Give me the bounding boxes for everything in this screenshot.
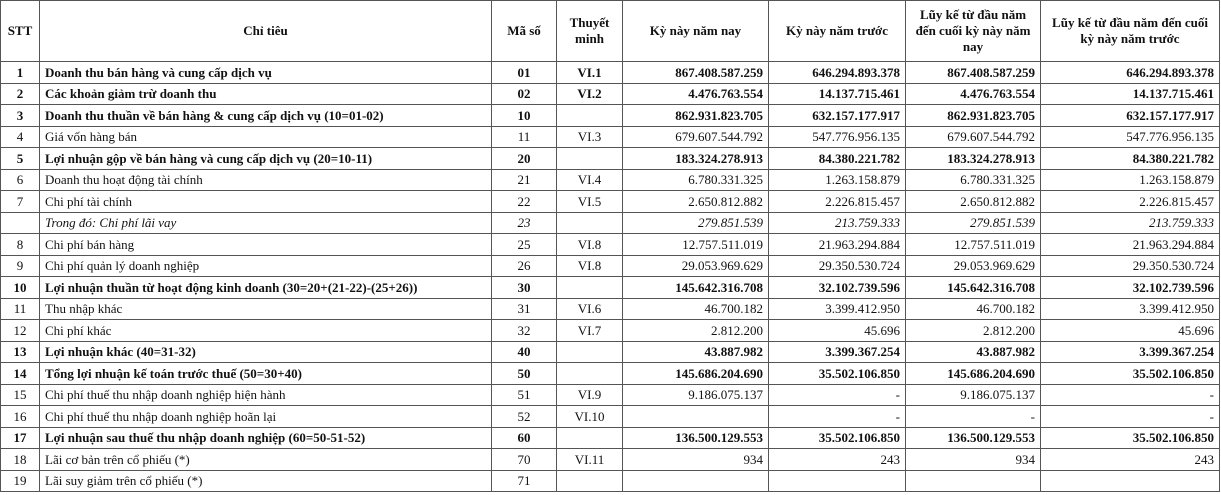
cell-ytd-prior: 646.294.893.378 <box>1041 62 1220 84</box>
cell-code: 52 <box>492 406 557 428</box>
table-row <box>1 449 1220 471</box>
cell-note <box>557 427 623 449</box>
cell-stt: 7 <box>1 191 40 213</box>
cell-ytd-prior: 21.963.294.884 <box>1041 234 1220 256</box>
cell-prior-period: 84.380.221.782 <box>769 148 906 170</box>
header-current-period: Kỳ này năm nay <box>623 1 769 62</box>
cell-code: 71 <box>492 470 557 492</box>
cell-ytd-current: 145.642.316.708 <box>906 277 1041 299</box>
header-name: Chỉ tiêu <box>40 1 492 62</box>
table-row <box>1 406 1220 428</box>
cell-stt: 6 <box>1 169 40 191</box>
cell-current-period: 145.642.316.708 <box>623 277 769 299</box>
cell-note <box>557 148 623 170</box>
cell-ytd-prior: 213.759.333 <box>1041 212 1220 234</box>
header-row <box>1 1 1220 62</box>
table-row <box>1 83 1220 105</box>
cell-ytd-current: 679.607.544.792 <box>906 126 1041 148</box>
cell-code: 02 <box>492 83 557 105</box>
cell-ytd-prior: 3.399.367.254 <box>1041 341 1220 363</box>
cell-note: VI.4 <box>557 169 623 191</box>
cell-note <box>557 470 623 492</box>
cell-ytd-current: 29.053.969.629 <box>906 255 1041 277</box>
cell-ytd-prior: 3.399.412.950 <box>1041 298 1220 320</box>
cell-current-period: 43.887.982 <box>623 341 769 363</box>
cell-code: 26 <box>492 255 557 277</box>
cell-name: Doanh thu thuần về bán hàng & cung cấp dịch vụ (10=01-02) <box>40 105 492 127</box>
cell-ytd-prior: 29.350.530.724 <box>1041 255 1220 277</box>
cell-note: VI.3 <box>557 126 623 148</box>
cell-stt: 5 <box>1 148 40 170</box>
cell-name: Chi phí bán hàng <box>40 234 492 256</box>
cell-ytd-prior <box>1041 470 1220 492</box>
cell-ytd-current: 12.757.511.019 <box>906 234 1041 256</box>
cell-code: 30 <box>492 277 557 299</box>
cell-ytd-current: 9.186.075.137 <box>906 384 1041 406</box>
table-row <box>1 384 1220 406</box>
table-row <box>1 126 1220 148</box>
cell-ytd-current: 145.686.204.690 <box>906 363 1041 385</box>
cell-current-period <box>623 406 769 428</box>
cell-stt: 16 <box>1 406 40 428</box>
cell-ytd-current: 862.931.823.705 <box>906 105 1041 127</box>
cell-name: Chi phí khác <box>40 320 492 342</box>
table-row <box>1 234 1220 256</box>
cell-prior-period: 3.399.367.254 <box>769 341 906 363</box>
table-row <box>1 191 1220 213</box>
cell-current-period: 862.931.823.705 <box>623 105 769 127</box>
cell-prior-period: 1.263.158.879 <box>769 169 906 191</box>
cell-name: Lợi nhuận thuần từ hoạt động kinh doanh (30=20+(21-22)-(25+26)) <box>40 277 492 299</box>
cell-prior-period: 45.696 <box>769 320 906 342</box>
cell-note: VI.8 <box>557 234 623 256</box>
cell-prior-period <box>769 470 906 492</box>
cell-note <box>557 105 623 127</box>
cell-stt <box>1 212 40 234</box>
cell-note: VI.10 <box>557 406 623 428</box>
cell-current-period <box>623 470 769 492</box>
cell-prior-period: 32.102.739.596 <box>769 277 906 299</box>
table-row <box>1 298 1220 320</box>
cell-name: Lãi suy giảm trên cổ phiếu (*) <box>40 470 492 492</box>
cell-stt: 4 <box>1 126 40 148</box>
cell-name: Lợi nhuận sau thuế thu nhập doanh nghiệp (60=50-51-52) <box>40 427 492 449</box>
cell-code: 01 <box>492 62 557 84</box>
cell-current-period: 6.780.331.325 <box>623 169 769 191</box>
cell-stt: 12 <box>1 320 40 342</box>
table-row <box>1 212 1220 234</box>
cell-stt: 11 <box>1 298 40 320</box>
cell-name: Chi phí thuế thu nhập doanh nghiệp hiện hành <box>40 384 492 406</box>
cell-stt: 14 <box>1 363 40 385</box>
cell-name: Các khoản giảm trừ doanh thu <box>40 83 492 105</box>
cell-name: Tổng lợi nhuận kế toán trước thuế (50=30+40) <box>40 363 492 385</box>
cell-note <box>557 363 623 385</box>
cell-current-period: 46.700.182 <box>623 298 769 320</box>
cell-current-period: 4.476.763.554 <box>623 83 769 105</box>
cell-ytd-prior: 2.226.815.457 <box>1041 191 1220 213</box>
cell-ytd-prior: 547.776.956.135 <box>1041 126 1220 148</box>
table-row <box>1 255 1220 277</box>
table-row <box>1 148 1220 170</box>
cell-ytd-prior: 243 <box>1041 449 1220 471</box>
cell-note <box>557 341 623 363</box>
cell-stt: 19 <box>1 470 40 492</box>
cell-code: 40 <box>492 341 557 363</box>
cell-code: 60 <box>492 427 557 449</box>
cell-code: 51 <box>492 384 557 406</box>
cell-code: 70 <box>492 449 557 471</box>
cell-prior-period: 2.226.815.457 <box>769 191 906 213</box>
cell-note: VI.9 <box>557 384 623 406</box>
cell-ytd-prior: - <box>1041 406 1220 428</box>
cell-ytd-prior: 35.502.106.850 <box>1041 363 1220 385</box>
cell-ytd-prior: 84.380.221.782 <box>1041 148 1220 170</box>
cell-current-period: 145.686.204.690 <box>623 363 769 385</box>
cell-ytd-prior: 45.696 <box>1041 320 1220 342</box>
cell-current-period: 9.186.075.137 <box>623 384 769 406</box>
cell-code: 11 <box>492 126 557 148</box>
cell-ytd-current: 279.851.539 <box>906 212 1041 234</box>
cell-name: Thu nhập khác <box>40 298 492 320</box>
cell-stt: 3 <box>1 105 40 127</box>
cell-ytd-prior: 1.263.158.879 <box>1041 169 1220 191</box>
cell-ytd-current: - <box>906 406 1041 428</box>
header-prior-period: Kỳ này năm trước <box>769 1 906 62</box>
table-row <box>1 470 1220 492</box>
cell-stt: 1 <box>1 62 40 84</box>
cell-note: VI.8 <box>557 255 623 277</box>
table-row <box>1 169 1220 191</box>
cell-prior-period: 646.294.893.378 <box>769 62 906 84</box>
cell-note: VI.2 <box>557 83 623 105</box>
cell-code: 20 <box>492 148 557 170</box>
cell-prior-period: 213.759.333 <box>769 212 906 234</box>
cell-code: 22 <box>492 191 557 213</box>
cell-note: VI.6 <box>557 298 623 320</box>
cell-current-period: 867.408.587.259 <box>623 62 769 84</box>
cell-name: Giá vốn hàng bán <box>40 126 492 148</box>
cell-name: Lợi nhuận gộp về bán hàng và cung cấp dịch vụ (20=10-11) <box>40 148 492 170</box>
cell-ytd-current: 183.324.278.913 <box>906 148 1041 170</box>
cell-current-period: 934 <box>623 449 769 471</box>
cell-ytd-current: 46.700.182 <box>906 298 1041 320</box>
cell-code: 50 <box>492 363 557 385</box>
cell-ytd-current: 43.887.982 <box>906 341 1041 363</box>
cell-prior-period: 547.776.956.135 <box>769 126 906 148</box>
cell-prior-period: 29.350.530.724 <box>769 255 906 277</box>
cell-stt: 2 <box>1 83 40 105</box>
cell-prior-period: - <box>769 406 906 428</box>
table-row <box>1 363 1220 385</box>
cell-ytd-current: 2.650.812.882 <box>906 191 1041 213</box>
cell-prior-period: - <box>769 384 906 406</box>
cell-current-period: 2.650.812.882 <box>623 191 769 213</box>
cell-current-period: 679.607.544.792 <box>623 126 769 148</box>
cell-prior-period: 21.963.294.884 <box>769 234 906 256</box>
cell-name: Lãi cơ bản trên cổ phiếu (*) <box>40 449 492 471</box>
cell-code: 31 <box>492 298 557 320</box>
cell-code: 21 <box>492 169 557 191</box>
cell-current-period: 136.500.129.553 <box>623 427 769 449</box>
cell-name: Chi phí thuế thu nhập doanh nghiệp hoãn lại <box>40 406 492 428</box>
header-stt: STT <box>1 1 40 62</box>
cell-stt: 13 <box>1 341 40 363</box>
cell-stt: 8 <box>1 234 40 256</box>
cell-note <box>557 277 623 299</box>
cell-stt: 18 <box>1 449 40 471</box>
cell-code: 10 <box>492 105 557 127</box>
cell-ytd-prior: 35.502.106.850 <box>1041 427 1220 449</box>
cell-ytd-current: 934 <box>906 449 1041 471</box>
cell-note: VI.1 <box>557 62 623 84</box>
cell-ytd-prior: - <box>1041 384 1220 406</box>
cell-ytd-current: 2.812.200 <box>906 320 1041 342</box>
table-row <box>1 277 1220 299</box>
cell-code: 32 <box>492 320 557 342</box>
table-row <box>1 105 1220 127</box>
cell-ytd-prior: 32.102.739.596 <box>1041 277 1220 299</box>
cell-prior-period: 3.399.412.950 <box>769 298 906 320</box>
cell-prior-period: 632.157.177.917 <box>769 105 906 127</box>
cell-name: Chi phí quản lý doanh nghiệp <box>40 255 492 277</box>
cell-note: VI.7 <box>557 320 623 342</box>
cell-ytd-prior: 14.137.715.461 <box>1041 83 1220 105</box>
cell-prior-period: 35.502.106.850 <box>769 427 906 449</box>
table-body <box>1 62 1220 492</box>
table-row <box>1 341 1220 363</box>
cell-note: VI.5 <box>557 191 623 213</box>
cell-name: Doanh thu hoạt động tài chính <box>40 169 492 191</box>
cell-current-period: 183.324.278.913 <box>623 148 769 170</box>
cell-stt: 10 <box>1 277 40 299</box>
table-row <box>1 320 1220 342</box>
header-ytd-current: Lũy kế từ đầu năm đến cuối kỳ này năm nay <box>906 1 1041 62</box>
cell-current-period: 29.053.969.629 <box>623 255 769 277</box>
cell-ytd-current: 867.408.587.259 <box>906 62 1041 84</box>
cell-stt: 9 <box>1 255 40 277</box>
cell-stt: 17 <box>1 427 40 449</box>
cell-prior-period: 243 <box>769 449 906 471</box>
cell-code: 25 <box>492 234 557 256</box>
cell-prior-period: 14.137.715.461 <box>769 83 906 105</box>
header-ytd-prior: Lũy kế từ đầu năm đến cuối kỳ này năm trước <box>1041 1 1220 62</box>
cell-name: Doanh thu bán hàng và cung cấp dịch vụ <box>40 62 492 84</box>
table-row <box>1 62 1220 84</box>
cell-current-period: 279.851.539 <box>623 212 769 234</box>
cell-prior-period: 35.502.106.850 <box>769 363 906 385</box>
cell-ytd-prior: 632.157.177.917 <box>1041 105 1220 127</box>
cell-code: 23 <box>492 212 557 234</box>
cell-name: Chi phí tài chính <box>40 191 492 213</box>
cell-note: VI.11 <box>557 449 623 471</box>
cell-current-period: 2.812.200 <box>623 320 769 342</box>
cell-ytd-current: 6.780.331.325 <box>906 169 1041 191</box>
cell-name: Lợi nhuận khác (40=31-32) <box>40 341 492 363</box>
cell-current-period: 12.757.511.019 <box>623 234 769 256</box>
cell-note <box>557 212 623 234</box>
header-code: Mã số <box>492 1 557 62</box>
cell-ytd-current: 136.500.129.553 <box>906 427 1041 449</box>
cell-name: Trong đó: Chi phí lãi vay <box>40 212 492 234</box>
cell-ytd-current: 4.476.763.554 <box>906 83 1041 105</box>
table-row <box>1 427 1220 449</box>
cell-stt: 15 <box>1 384 40 406</box>
header-note: Thuyết minh <box>557 1 623 62</box>
cell-ytd-current <box>906 470 1041 492</box>
